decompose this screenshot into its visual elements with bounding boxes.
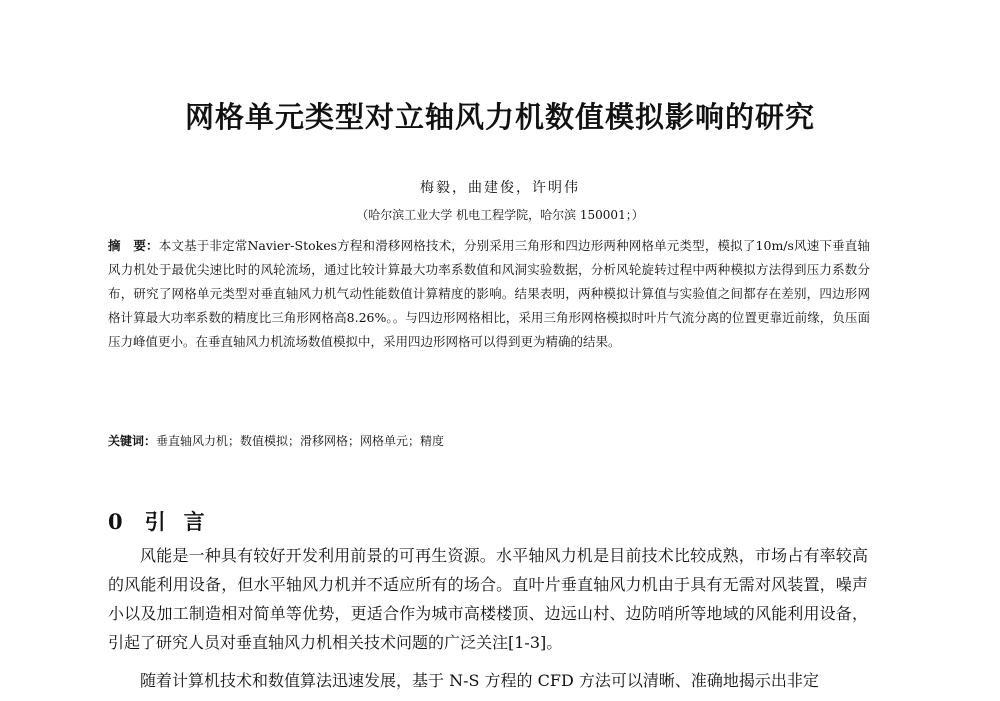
paper-title: 网格单元类型对立轴风力机数值模拟影响的研究 [184, 100, 815, 134]
keywords [108, 432, 870, 449]
keywords-label: 关键词： [108, 434, 157, 448]
abstract-text: 本文基于非定常Navier-Stokes方程和滑移网格技术，分别采用三角形和四边形两种网格单元类型，模拟了10m/s风速下垂直轴风力机处于最优尖速比时的风轮流场，通过比较计算最大功率系数值和风洞实验数据，分析风轮旋转过程中两种模拟方法得到压力系数分布，研究了网格单元类型对垂直轴风力机气动性能数值计算精度的影响。结果表明，两种模拟计算值与实验值之间都存在差别，四边形网格计算最大功率系数的精度比三角形网格高8.26%。。与四边形网格相比，采用三角形网格模拟时叶片气流分离的位置更靠近前缘，负压面压力峰值更小。在垂直轴风力机流场数值模拟中，采用四边形网格可以得到更为精确的结果。 [108, 238, 870, 349]
body-paragraph: 随着计算机技术和数值算法迅速发展，基于 N-S 方程的 CFD 方法可以清晰、准确地揭示出非定 [140, 671, 819, 690]
section-title: 引言 [144, 509, 223, 534]
section-heading [108, 506, 223, 536]
abstract [108, 234, 870, 354]
affiliation: （哈尔滨工业大学 机电工程学院，哈尔滨 150001；） [356, 208, 644, 222]
author-list: 梅毅，曲建俊，许明伟 [420, 180, 580, 196]
body-paragraph: 风能是一种具有较好开发利用前景的可再生资源。水平轴风力机是目前技术比较成熟，市场占有率较高的风能利用设备，但水平轴风力机并不适应所有的场合。直叶片垂直轴风力机由于具有无需对风装置，噪声小以及加工制造相对简单等优势，更适合作为城市高楼楼顶、边远山村、边防哨所等地域的风能利用设备，引起了研究人员对垂直轴风力机相关技术问题的广泛关注[1-3]。 [108, 546, 868, 652]
abstract-label: 摘 要： [108, 238, 159, 253]
section-number: 0 [108, 509, 123, 534]
keywords-text: 垂直轴风力机；数值模拟；滑移网格；网格单元；精度 [156, 434, 445, 448]
